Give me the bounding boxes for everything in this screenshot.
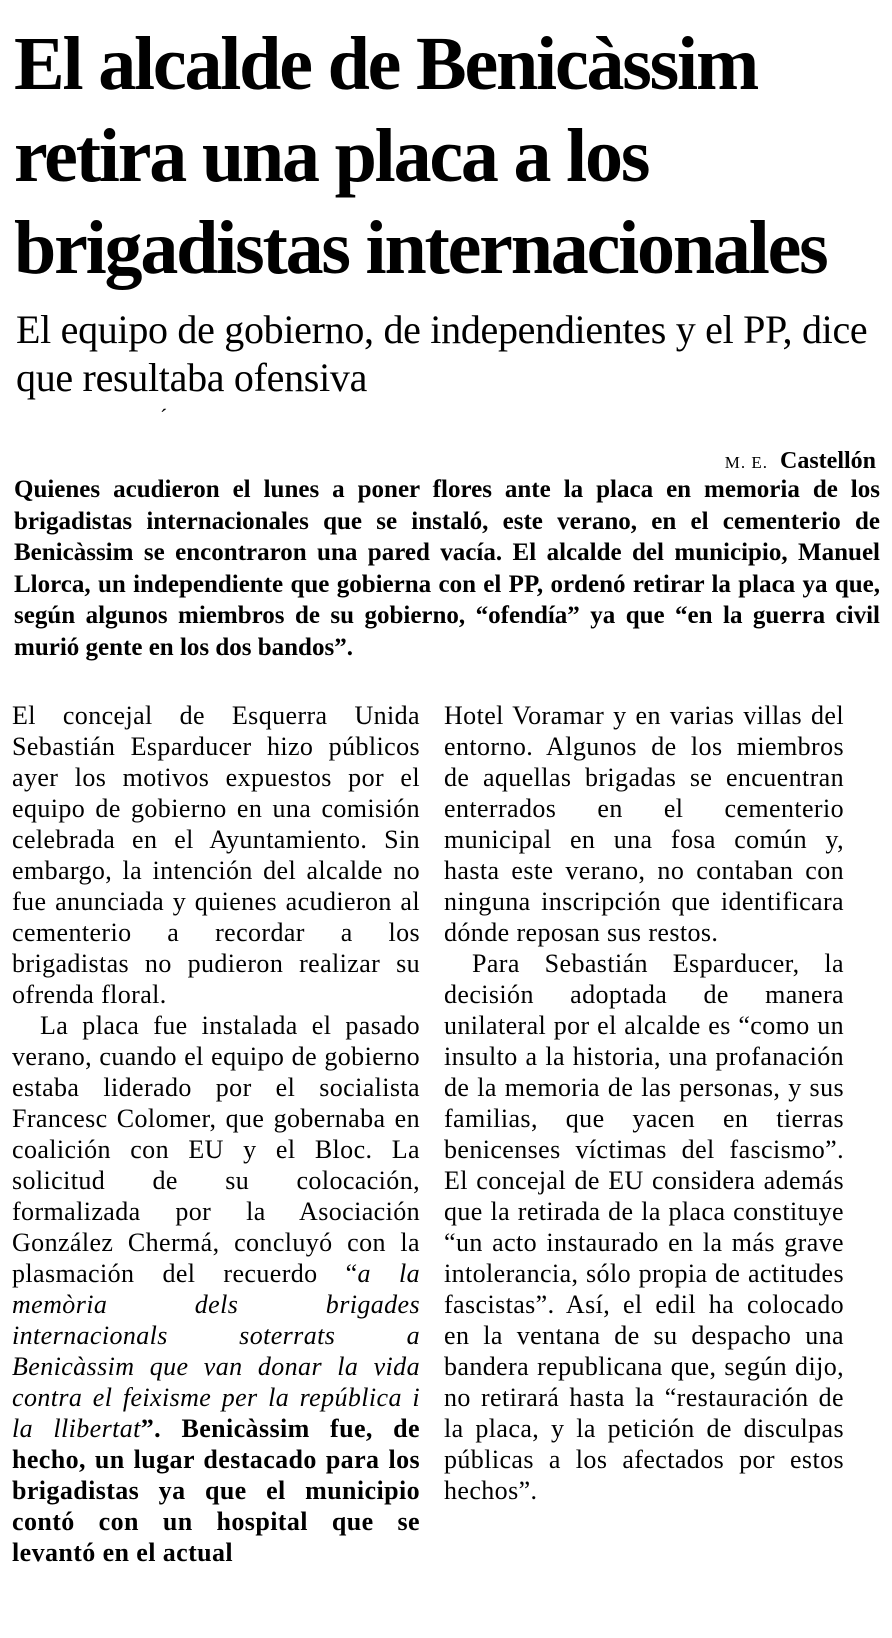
body-paragraph: El concejal de Esquerra Unida Sebastián Esparducer hizo públicos ayer los motivos expuestos por el equipo de gobierno en una comisión celebrada en el Ayuntamiento. Sin embargo, la intención del alcalde no fue anunciada y quienes acudieron al cementerio a recordar a los brigadistas no pudieron realizar su ofrenda floral.: [12, 701, 420, 1009]
subheadline: El equipo de gobierno, de independientes y el PP, dice que resultaba ofensiva: [16, 307, 868, 400]
plaque-inscription-quote: a la memòria dels brigades internacionals soterrats a Benicàssim que van donar la vida contra el feixisme per la república i la llibertat: [12, 1259, 420, 1443]
headline: El alcalde de Benicàssim retira una placa a los brigadistas internacionales: [14, 22, 827, 290]
byline-author: M. E.: [724, 453, 768, 472]
print-mark: ˊ: [160, 404, 168, 429]
body-text: ”. Benicàssim fue, de hecho, un lugar destacado para los brigadistas ya que el municipio contó con un hospital que se levantó en el actual: [12, 1414, 420, 1567]
body-text: La placa fue instalada el pasado verano, cuando el equipo de gobierno estaba liderado por el socialista Francesc Colomer, que gobernaba en coalición con EU y el Bloc. La solicitud de su colocación, formalizada por la Asociación González Chermá, concluyó con la plasmación del recuerdo “: [12, 1011, 420, 1288]
lead-paragraph: Quienes acudieron el lunes a poner flores ante la placa en memoria de los brigadistas internacionales que se instaló, este verano, en el cementerio de Benicàssim se encontraron una pared vacía. El alcalde del municipio, Manuel Llorca, un independiente que gobierna con el PP, ordenó retirar la placa ya que, según algunos miembros de su gobierno, “ofendía” ya que “en la guerra civil murió gente en los dos bandos”.: [14, 476, 880, 661]
byline-place: Castellón: [780, 448, 876, 474]
body-paragraph: [12, 1010, 420, 1568]
body-column-right: [444, 700, 844, 1506]
byline: [725, 448, 876, 475]
body-column-left: [12, 700, 420, 1568]
body-paragraph: Para Sebastián Esparducer, la decisión adoptada de manera unilateral por el alcalde es “como un insulto a la historia, una profanación de la memoria de las personas, y sus familias, que yacen en tierras benicenses víctimas del fascismo”. El concejal de EU considera además que la retirada de la placa constituye “un acto instaurado en la más grave intolerancia, sólo propia de actitudes fascistas”. Así, el edil ha colocado en la ventana de su despacho una bandera republicana que, según dijo, no retirará hasta la “restauración de la placa, y la petición de disculpas públicas a los afectados por estos hechos”.: [444, 949, 844, 1505]
body-paragraph: Hotel Voramar y en varias villas del entorno. Algunos de los miembros de aquellas brigadas se encuentran enterrados en el cementerio municipal en una fosa común y, hasta este verano, no contaban con ninguna inscripción que identificara dónde reposan sus restos.: [444, 701, 844, 947]
